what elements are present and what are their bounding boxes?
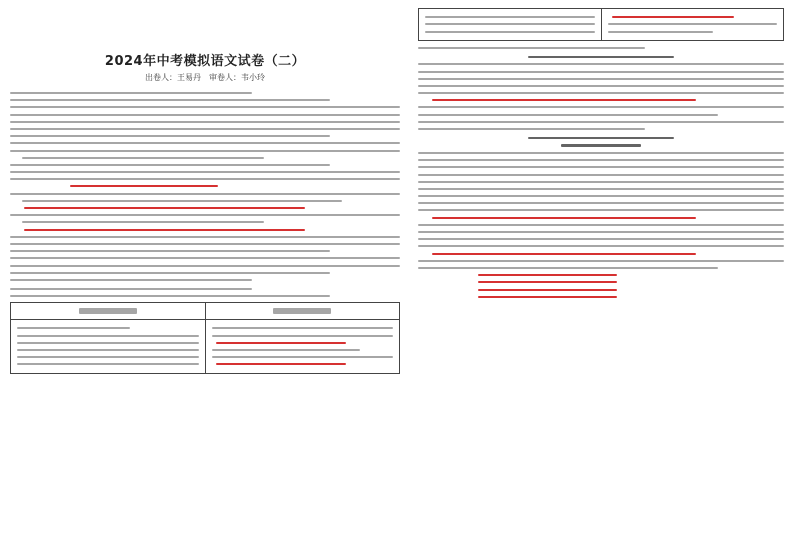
table-header-left	[11, 303, 205, 319]
text-line	[418, 245, 784, 247]
text-line	[418, 114, 718, 116]
text-line	[22, 157, 264, 159]
author-line: 出卷人：王易丹 审卷人：韦小玲	[145, 73, 265, 82]
text-line	[10, 114, 400, 116]
text-line	[418, 47, 645, 49]
answer-mark	[24, 207, 305, 209]
text-line	[608, 31, 713, 33]
answer-mark	[432, 253, 696, 255]
reading-table-continued	[418, 8, 784, 41]
text-line	[10, 135, 330, 137]
text-line	[418, 238, 784, 240]
text-line	[418, 174, 784, 176]
text-line	[17, 356, 199, 358]
text-line	[418, 63, 784, 65]
text-line	[418, 78, 784, 80]
annotation-cell	[601, 9, 784, 40]
answer-mark	[216, 363, 347, 365]
text-line	[10, 121, 400, 123]
passage-heading	[528, 137, 674, 139]
text-line	[212, 356, 394, 358]
text-line	[212, 335, 394, 337]
text-line	[418, 71, 784, 73]
text-line	[418, 85, 784, 87]
exam-page	[10, 8, 784, 536]
reading-table	[10, 302, 400, 373]
answer-mark	[432, 217, 696, 219]
text-line	[425, 16, 595, 18]
text-line	[10, 250, 330, 252]
answer-mark	[478, 296, 617, 298]
answer-mark	[478, 281, 617, 283]
text-line	[17, 363, 199, 365]
text-line	[418, 152, 784, 154]
text-line	[418, 231, 784, 233]
text-line	[418, 195, 784, 197]
answer-mark	[478, 289, 617, 291]
text-line	[10, 193, 400, 195]
annotation-cell	[205, 320, 400, 372]
text-line	[22, 200, 342, 202]
text-line	[418, 267, 718, 269]
answer-mark	[612, 16, 734, 18]
text-line	[10, 178, 400, 180]
text-line	[79, 308, 137, 314]
answer-mark	[70, 185, 218, 187]
text-line	[418, 92, 784, 94]
text-line	[418, 202, 784, 204]
text-line	[10, 265, 400, 267]
table-header-right	[205, 303, 400, 319]
left-column	[10, 8, 400, 536]
page-title: 2024年中考模拟语文试卷（二）	[104, 54, 306, 69]
reading-table-body	[11, 320, 399, 372]
text-line	[418, 166, 784, 168]
text-line	[10, 214, 400, 216]
answer-mark	[216, 342, 347, 344]
text-line	[418, 224, 784, 226]
text-line	[418, 128, 645, 130]
text-line	[17, 342, 199, 344]
text-line	[10, 295, 330, 297]
poem-cell	[419, 9, 601, 40]
text-line	[22, 221, 264, 223]
section-heading	[10, 288, 252, 290]
answer-mark	[24, 229, 305, 231]
passage-subheading	[561, 144, 642, 146]
text-line	[608, 23, 778, 25]
text-line	[10, 99, 330, 101]
text-line	[418, 159, 784, 161]
text-line	[10, 257, 400, 259]
text-line	[212, 349, 361, 351]
text-line	[418, 260, 784, 262]
text-line	[425, 23, 595, 25]
text-line	[10, 142, 400, 144]
text-line	[212, 327, 394, 329]
section-heading	[10, 92, 252, 94]
text-line	[10, 164, 330, 166]
text-line	[17, 335, 199, 337]
right-column	[418, 8, 784, 536]
text-line	[17, 327, 130, 329]
poem-cell	[11, 320, 205, 372]
text-line	[418, 106, 784, 108]
answer-mark	[432, 99, 696, 101]
text-line	[10, 128, 400, 130]
reading-table-header	[11, 303, 399, 320]
text-line	[10, 171, 400, 173]
text-line	[10, 272, 330, 274]
text-line	[10, 279, 252, 281]
text-line	[10, 236, 400, 238]
text-line	[418, 209, 784, 211]
text-line	[425, 31, 595, 33]
text-line	[418, 121, 784, 123]
answer-mark	[478, 274, 617, 276]
text-line	[418, 188, 784, 190]
text-line	[10, 150, 400, 152]
text-line	[418, 181, 784, 183]
text-line	[10, 243, 400, 245]
passage-heading	[528, 56, 674, 58]
text-line	[273, 308, 331, 314]
text-line	[10, 106, 400, 108]
text-line	[17, 349, 199, 351]
